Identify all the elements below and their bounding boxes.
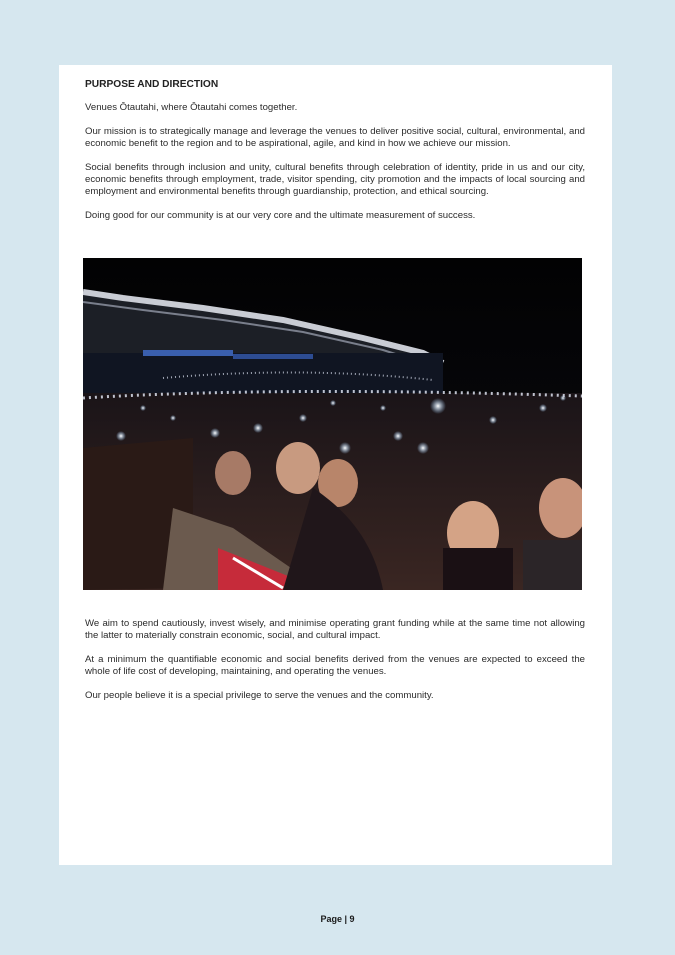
document-page xyxy=(59,65,612,865)
paragraph-mission: Our mission is to strategically manage and leverage the venues to deliver positive social, cultural, environmental, and economic benefit to the region and to be aspirational, agile, and kind in how we achieve our mission. xyxy=(85,125,585,150)
page-number: Page | 9 xyxy=(320,914,355,924)
concert-crowd-photo xyxy=(83,258,582,590)
paragraph-community: Doing good for our community is at our very core and the ultimate measurement of success. xyxy=(85,209,476,221)
paragraph-intro: Venues Ōtautahi, where Ōtautahi comes together. xyxy=(85,102,298,114)
paragraph-spending: We aim to spend cautiously, invest wisely, and minimise operating grant funding while at the same time not allowing the latter to materially constrain economic, social, and cultural impact. xyxy=(85,618,585,642)
paragraph-privilege: Our people believe it is a special privilege to serve the venues and the community. xyxy=(85,689,434,701)
paragraph-benefits-cost: At a minimum the quantifiable economic and social benefits derived from the venues are expected to exceed the whole of life cost of developing, maintaining, and operating the venues. xyxy=(85,653,585,678)
top-text-block xyxy=(85,79,585,233)
bottom-text-block xyxy=(85,618,585,713)
paragraph-benefits: Social benefits through inclusion and unity, cultural benefits through celebration of identity, pride in us and our city, economic benefits through employment, trade, visitor spending, city promotion and the impacts of local sourcing and employment and environmental benefits through guardianship, protection, and ethical sourcing. xyxy=(85,161,585,198)
section-heading: PURPOSE AND DIRECTION xyxy=(85,79,219,90)
